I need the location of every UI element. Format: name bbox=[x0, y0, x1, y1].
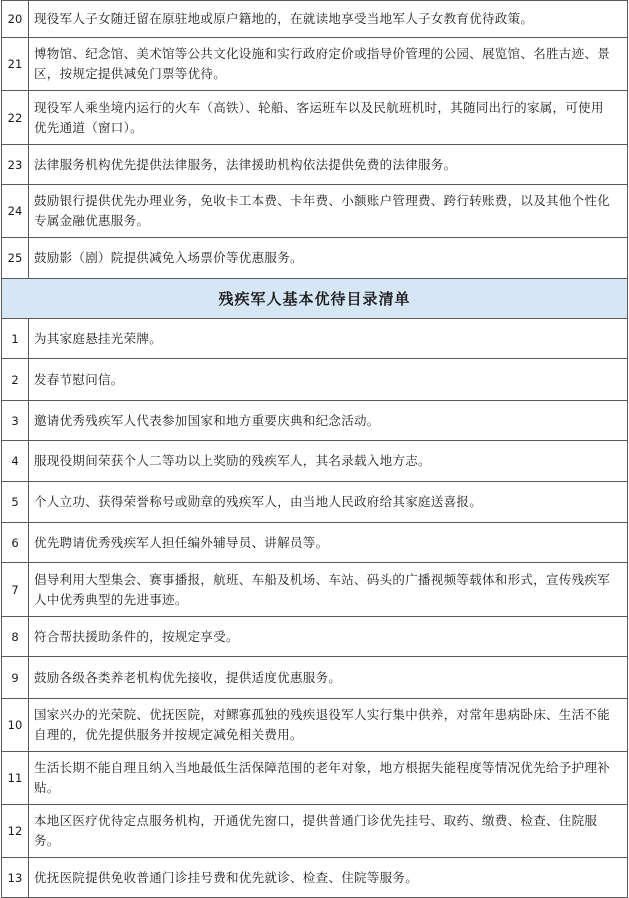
row-text: 为其家庭悬挂光荣牌。 bbox=[29, 319, 628, 359]
section-title: 残疾军人基本优待目录清单 bbox=[2, 279, 628, 319]
table-row bbox=[2, 699, 628, 752]
row-text: 现役军人乘坐境内运行的火车（高铁）、轮船、客运班车以及民航班机时，其随同出行的家属，可使用优先通道（窗口）。 bbox=[29, 91, 628, 145]
row-number: 2 bbox=[2, 359, 29, 401]
table-row bbox=[2, 657, 628, 699]
row-text: 现役军人子女随迁留在原驻地或原户籍地的，在就读地享受当地军人子女教育优待政策。 bbox=[29, 1, 628, 38]
row-text: 个人立功、获得荣誉称号或勋章的残疾军人，由当地人民政府给其家庭送喜报。 bbox=[29, 482, 628, 523]
row-text: 符合帮扶援助条件的，按规定享受。 bbox=[29, 617, 628, 657]
row-text: 优抚医院提供免收普通门诊挂号费和优先就诊、检查、住院等服务。 bbox=[29, 858, 628, 898]
table-row bbox=[2, 145, 628, 185]
row-number: 7 bbox=[2, 563, 29, 617]
section-header-row bbox=[2, 279, 628, 319]
row-number: 5 bbox=[2, 482, 29, 523]
table-row bbox=[2, 752, 628, 805]
row-number: 10 bbox=[2, 699, 29, 752]
row-number: 23 bbox=[2, 145, 29, 185]
table-row bbox=[2, 563, 628, 617]
row-number: 21 bbox=[2, 38, 29, 91]
row-text: 服现役期间荣获个人二等功以上奖励的残疾军人，其名录载入地方志。 bbox=[29, 441, 628, 482]
row-number: 9 bbox=[2, 657, 29, 699]
table-row bbox=[2, 482, 628, 523]
row-text: 鼓励银行提供优先办理业务，免收卡工本费、卡年费、小额账户管理费、跨行转账费，以及其他个性化专属金融优惠服务。 bbox=[29, 185, 628, 238]
row-text: 邀请优秀残疾军人代表参加国家和地方重要庆典和纪念活动。 bbox=[29, 401, 628, 441]
table-row bbox=[2, 523, 628, 563]
table-row bbox=[2, 91, 628, 145]
table-row bbox=[2, 401, 628, 441]
table-row bbox=[2, 1, 628, 38]
row-number: 4 bbox=[2, 441, 29, 482]
row-number: 13 bbox=[2, 858, 29, 898]
row-number: 20 bbox=[2, 1, 29, 38]
row-text: 本地区医疗优待定点服务机构，开通优先窗口，提供普通门诊优先挂号、取药、缴费、检查、住院服务。 bbox=[29, 805, 628, 858]
table-row bbox=[2, 185, 628, 238]
row-text: 法律服务机构优先提供法律服务，法律援助机构依法提供免费的法律服务。 bbox=[29, 145, 628, 185]
table-row bbox=[2, 617, 628, 657]
table-row bbox=[2, 238, 628, 279]
row-number: 24 bbox=[2, 185, 29, 238]
row-number: 11 bbox=[2, 752, 29, 805]
table-row bbox=[2, 319, 628, 359]
row-text: 鼓励影（剧）院提供减免入场票价等优惠服务。 bbox=[29, 238, 628, 279]
row-text: 生活长期不能自理且纳入当地最低生活保障范围的老年对象，地方根据失能程度等情况优先给予护理补贴。 bbox=[29, 752, 628, 805]
row-number: 1 bbox=[2, 319, 29, 359]
table-row bbox=[2, 858, 628, 898]
table-row bbox=[2, 38, 628, 91]
row-number: 22 bbox=[2, 91, 29, 145]
table-row bbox=[2, 359, 628, 401]
row-text: 倡导利用大型集会、赛事播报，航班、车船及机场、车站、码头的广播视频等载体和形式，宣传残疾军人中优秀典型的先进事迹。 bbox=[29, 563, 628, 617]
row-number: 25 bbox=[2, 238, 29, 279]
table-row bbox=[2, 441, 628, 482]
row-text: 博物馆、纪念馆、美术馆等公共文化设施和实行政府定价或指导价管理的公园、展览馆、名胜古迹、景区，按规定提供减免门票等优待。 bbox=[29, 38, 628, 91]
table-row bbox=[2, 805, 628, 858]
row-number: 6 bbox=[2, 523, 29, 563]
row-text: 国家兴办的光荣院、优抚医院，对鳏寡孤独的残疾退役军人实行集中供养，对常年患病卧床、生活不能自理的，优先提供服务并按规定减免相关费用。 bbox=[29, 699, 628, 752]
row-text: 发春节慰问信。 bbox=[29, 359, 628, 401]
row-text: 优先聘请优秀残疾军人担任编外辅导员、讲解员等。 bbox=[29, 523, 628, 563]
row-text: 鼓励各级各类养老机构优先接收，提供适度优惠服务。 bbox=[29, 657, 628, 699]
benefits-table bbox=[1, 0, 628, 898]
row-number: 12 bbox=[2, 805, 29, 858]
row-number: 8 bbox=[2, 617, 29, 657]
row-number: 3 bbox=[2, 401, 29, 441]
